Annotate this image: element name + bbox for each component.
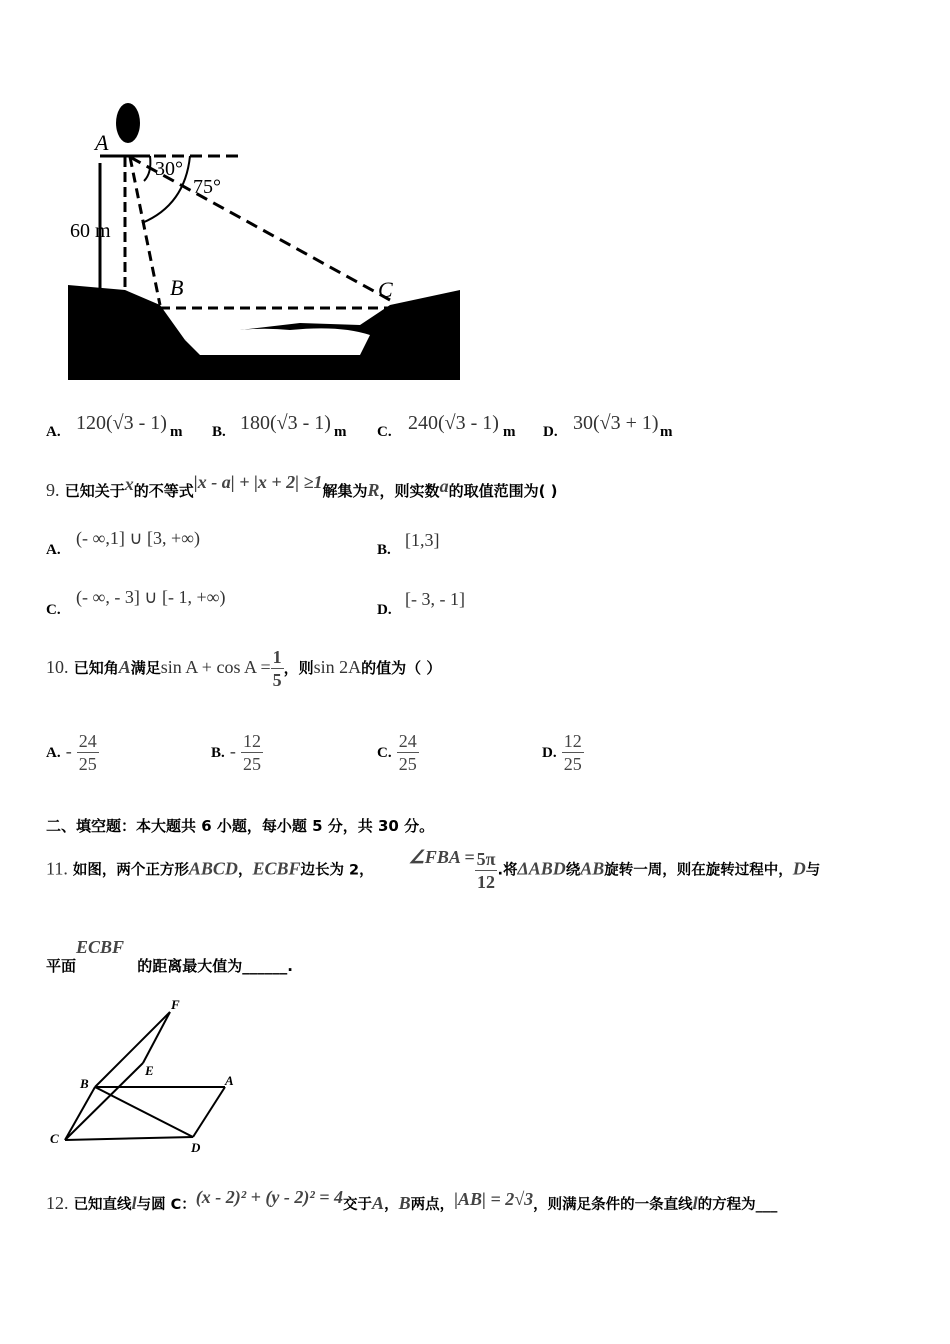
option-c-value: 240(√3 - 1) [408, 412, 499, 434]
q11-number: 11. [46, 858, 68, 879]
q10-option-c [377, 730, 419, 775]
option-letter: A. [46, 745, 61, 761]
option-d-value: 30(√3 + 1) [573, 412, 659, 434]
q12-text: 两点， [410, 1197, 455, 1213]
option-fraction [241, 730, 263, 775]
option-a-unit: m [170, 424, 183, 440]
numerator: 12 [242, 731, 261, 751]
q9-option-d-letter: D. [377, 602, 392, 618]
label-B: B [80, 1076, 89, 1091]
denominator: 25 [398, 754, 417, 774]
q11-var-d: D [792, 858, 806, 879]
q9-var-a: a [439, 476, 449, 496]
q12-text: 交于 [343, 1197, 373, 1213]
option-d-unit: m [660, 424, 673, 440]
q9-option-c-letter: C. [46, 602, 61, 618]
option-letter: C. [377, 745, 392, 761]
q9-inequality: |x - a| + |x + 2| ≥1 [193, 472, 323, 492]
q9-text: 解集为 [322, 482, 368, 500]
q11-segment-ab: AB [580, 858, 605, 879]
q12-text: 与圆 C： [136, 1197, 196, 1213]
option-b-value: 180(√3 - 1) [240, 412, 331, 434]
denominator: 5 [272, 670, 282, 690]
q11-angle: ∠FBA = [408, 846, 475, 867]
q9-option-a-letter: A. [46, 542, 61, 558]
denominator: 25 [242, 754, 261, 774]
option-d-letter: D. [543, 424, 558, 440]
q11-text: 边长为 2， [300, 862, 374, 879]
question-11 [46, 848, 820, 893]
q9-option-c-value: (- ∞, - 3] ∪ [- 1, +∞) [76, 587, 226, 607]
label-E: E [145, 1063, 154, 1078]
denominator: 12 [477, 872, 496, 892]
question-10 [46, 646, 441, 691]
q10-text: ，则 [283, 659, 314, 677]
q9-text: 的取值范围为( ) [448, 482, 558, 500]
q11-text: 与 [805, 862, 821, 879]
label-F: F [171, 997, 180, 1012]
q9-number: 9. [46, 480, 60, 500]
numerator: 24 [78, 731, 97, 751]
option-letter: B. [211, 745, 225, 761]
option-a-letter: A. [46, 424, 61, 440]
q10-expression-2: sin 2A [313, 657, 362, 677]
question-9 [46, 472, 558, 501]
option-letter: D. [542, 745, 557, 761]
q11-text: ， [237, 862, 253, 879]
numerator: 24 [398, 731, 417, 751]
label-C: C [378, 277, 393, 302]
q11-text: 平面 [46, 957, 77, 975]
q9-var-x: x [124, 474, 134, 494]
q10-option-a [46, 730, 99, 775]
q10-option-b [211, 730, 263, 775]
q12-chord-length: |AB| = 2√3 [454, 1189, 534, 1209]
q10-fraction [271, 646, 284, 691]
option-c-letter: C. [377, 424, 392, 440]
q9-text: 已知关于 [64, 482, 125, 500]
q12-point-b: B [398, 1193, 411, 1213]
figure-two-squares [45, 995, 245, 1160]
q12-number: 12. [46, 1193, 69, 1213]
q11-text: .将 [497, 862, 518, 879]
q10-var-A: A [118, 657, 131, 677]
label-C: C [50, 1131, 59, 1146]
question-12 [46, 1187, 778, 1214]
option-a-value: 120(√3 - 1) [76, 412, 167, 434]
q9-text: ，则实数 [379, 482, 440, 500]
q12-point-a: A [372, 1193, 385, 1213]
q9-option-b-letter: B. [377, 542, 391, 558]
q12-circle-equation: (x - 2)² + (y - 2)² = 4 [195, 1187, 344, 1207]
q11-square-1: ABCD [188, 858, 238, 879]
q10-expression: sin A + cos A = [160, 657, 271, 677]
q9-option-a-value: (- ∞,1] ∪ [3, +∞) [76, 528, 200, 548]
q12-var-l: l [692, 1193, 698, 1213]
option-b-unit: m [334, 424, 347, 440]
q11-square-2: ECBF [252, 858, 301, 879]
label-D: D [191, 1140, 201, 1155]
section-heading: 二、填空题：本大题共 6 小题，每小题 5 分，共 30 分。 [46, 817, 435, 835]
label-A: A [225, 1073, 234, 1088]
option-fraction [397, 730, 419, 775]
label-B: B [170, 275, 184, 300]
q11-fraction [475, 848, 498, 893]
q12-text: ， [384, 1197, 399, 1213]
label-30deg: 30° [155, 158, 183, 180]
q9-var-R: R [367, 480, 380, 500]
label-60m: 60 m [70, 220, 111, 242]
denominator: 25 [563, 754, 582, 774]
q11-text: 的距离最大值为______. [137, 957, 293, 975]
q10-number: 10. [46, 657, 69, 677]
label-75deg: 75° [193, 176, 221, 198]
option-sign: - [65, 741, 72, 761]
question-11-line-2 [46, 937, 293, 975]
q10-option-d [542, 730, 584, 775]
q9-text: 的不等式 [133, 482, 194, 500]
numerator: 5π [476, 849, 496, 869]
option-fraction [77, 730, 99, 775]
balloon-shape [116, 103, 140, 143]
q10-text: 满足 [130, 659, 161, 677]
option-sign: - [229, 741, 236, 761]
denominator: 25 [78, 754, 97, 774]
q11-text: 如图，两个正方形 [72, 862, 189, 879]
option-fraction [562, 730, 584, 775]
label-A: A [95, 130, 109, 155]
q10-text: 已知角 [73, 659, 119, 677]
q12-text: 的方程为___ [697, 1197, 778, 1213]
q11-text: 旋转一周，则在旋转过程中， [604, 862, 793, 879]
q11-triangle: ΔABD [517, 858, 566, 879]
option-c-unit: m [503, 424, 516, 440]
q11-plane: ECBF [76, 937, 125, 957]
q12-var-l: l [131, 1193, 137, 1213]
figure-observation-balloon [60, 95, 470, 395]
q12-text: 已知直线 [73, 1197, 132, 1213]
option-b-letter: B. [212, 424, 226, 440]
numerator: 1 [272, 647, 282, 667]
q9-option-b-value: [1,3] [405, 530, 440, 550]
q11-text: 绕 [565, 862, 581, 879]
q10-text: 的值为（ ） [361, 659, 442, 677]
q12-text: ，则满足条件的一条直线 [533, 1197, 693, 1213]
q9-option-d-value: [- 3, - 1] [405, 589, 465, 609]
numerator: 12 [563, 731, 582, 751]
